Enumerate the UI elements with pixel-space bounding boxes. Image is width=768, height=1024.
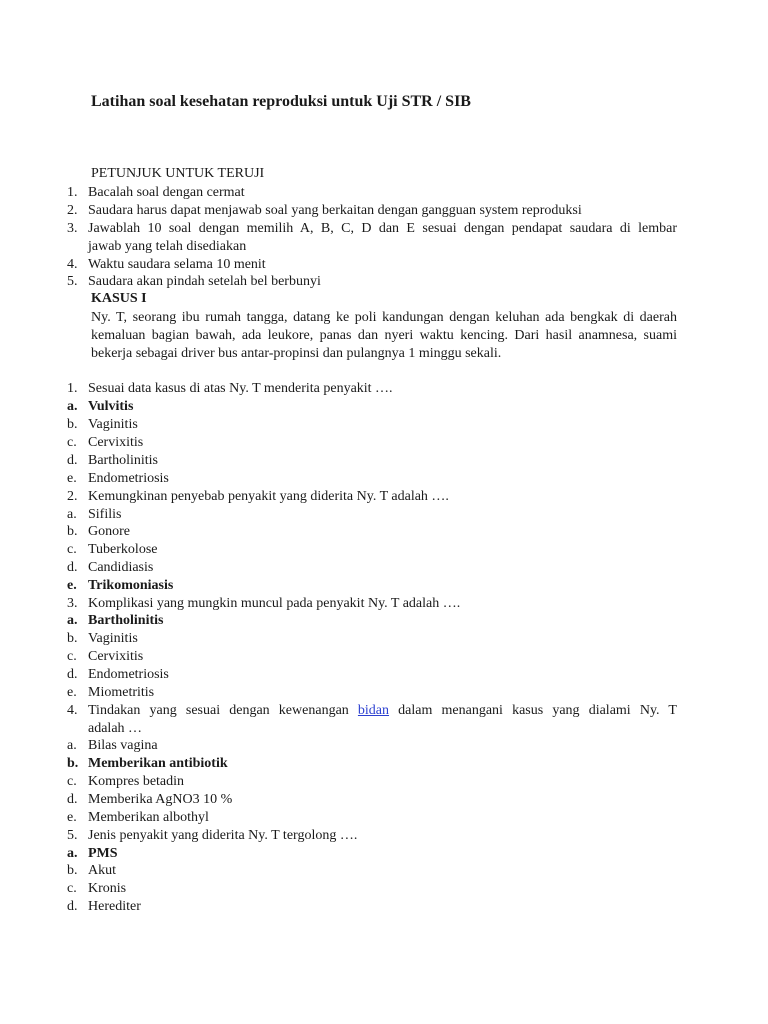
instruction-text: Jawablah 10 soal dengan memilih A, B, C, D dan E sesuai dengan pendapat saudara di lembar: [88, 221, 677, 236]
option-letter: a.: [67, 846, 78, 861]
option-text: Kompres betadin: [88, 774, 185, 789]
option-letter: b.: [67, 863, 78, 878]
option-letter: b.: [67, 756, 79, 771]
option-letter: e.: [67, 810, 77, 825]
option-text: Endometriosis: [88, 471, 169, 486]
question-number: 4.: [67, 703, 78, 718]
option-letter: a.: [67, 613, 78, 628]
instruction-item: [0, 256, 768, 274]
question-item: [0, 380, 768, 398]
answer-option: [0, 416, 768, 434]
answer-option: [0, 559, 768, 577]
option-letter: a.: [67, 507, 77, 522]
answer-option: [0, 684, 768, 702]
option-text: Memberika AgNO3 10 %: [88, 792, 233, 807]
answer-option: [0, 898, 768, 916]
option-text: Vaginitis: [88, 417, 138, 432]
option-letter: b.: [67, 417, 78, 432]
question-text: Komplikasi yang mungkin muncul pada penyakit Ny. T adalah ….: [88, 596, 461, 611]
instruction-text: Saudara harus dapat menjawab soal yang berkaitan dengan gangguan system reproduksi: [88, 203, 582, 218]
answer-option: [0, 845, 768, 863]
option-text: Akut: [88, 863, 116, 878]
instruction-number: 4.: [67, 257, 78, 272]
instruction-text-continued: jawab yang telah disediakan: [88, 239, 247, 254]
instruction-number: 2.: [67, 203, 78, 218]
answer-option: [0, 434, 768, 452]
question-text-before: Tindakan yang sesuai dengan kewenangan: [88, 703, 358, 718]
question-text: [88, 702, 677, 720]
question-text: Sesuai data kasus di atas Ny. T menderita penyakit ….: [88, 381, 393, 396]
question-item: [0, 702, 768, 720]
document-title: Latihan soal kesehatan reproduksi untuk Uji STR / SIB: [91, 93, 471, 110]
option-text: Candidiasis: [88, 560, 154, 575]
instruction-number: 1.: [67, 185, 78, 200]
bidan-link[interactable]: bidan: [357, 703, 390, 718]
answer-option: [0, 398, 768, 416]
instruction-number: 3.: [67, 221, 78, 236]
option-text: Memberikan antibiotik: [88, 756, 228, 771]
option-letter: c.: [67, 881, 77, 896]
instruction-number: 5.: [67, 274, 78, 289]
instruction-text: Bacalah soal dengan cermat: [88, 185, 245, 200]
instructions-heading: PETUNJUK UNTUK TERUJI: [91, 166, 265, 181]
option-text: Cervixitis: [88, 435, 144, 450]
case-description: Ny. T, seorang ibu rumah tangga, datang ke poli kandungan dengan keluhan ada bengkak di daerah kemaluan bagian bawah, ada leukore, panas dan nyeri waktu kencing. Dari hasil anamnesa, suami bekerja sebagai driver bus antar-propinsi dan pulangnya 1 minggu sekali.: [91, 310, 677, 361]
instruction-item: [0, 273, 768, 291]
option-text: PMS: [88, 846, 118, 861]
answer-option: [0, 630, 768, 648]
option-letter: d.: [67, 560, 78, 575]
question-number: 5.: [67, 828, 78, 843]
option-text: Bilas vagina: [88, 738, 158, 753]
instruction-continuation: [0, 238, 768, 256]
question-continuation: [0, 720, 768, 738]
option-text: Bartholinitis: [88, 613, 164, 628]
option-letter: a.: [67, 399, 78, 414]
answer-option: [0, 809, 768, 827]
option-letter: e.: [67, 578, 77, 593]
option-letter: d.: [67, 667, 78, 682]
option-text: Tuberkolose: [88, 542, 158, 557]
question-text: Kemungkinan penyebab penyakit yang diderita Ny. T adalah ….: [88, 489, 449, 504]
question-number: 3.: [67, 596, 78, 611]
option-letter: c.: [67, 649, 77, 664]
instruction-item: [0, 184, 768, 202]
option-text: Gonore: [88, 524, 130, 539]
question-text-continued: adalah …: [88, 721, 143, 736]
question-item: [0, 827, 768, 845]
answer-option: [0, 648, 768, 666]
option-letter: b.: [67, 631, 78, 646]
answer-option: [0, 470, 768, 488]
answer-option: [0, 755, 768, 773]
question-number: 1.: [67, 381, 78, 396]
answer-option: [0, 880, 768, 898]
option-letter: e.: [67, 685, 77, 700]
option-text: Cervixitis: [88, 649, 144, 664]
answer-option: [0, 791, 768, 809]
option-letter: d.: [67, 792, 78, 807]
option-text: Kronis: [88, 881, 127, 896]
option-letter: c.: [67, 542, 77, 557]
option-letter: e.: [67, 471, 77, 486]
option-text: Vulvitis: [88, 399, 134, 414]
answer-option: [0, 612, 768, 630]
instruction-item: [0, 220, 768, 238]
instruction-item: [0, 202, 768, 220]
question-number: 2.: [67, 489, 78, 504]
option-text: Sifilis: [88, 507, 122, 522]
answer-option: [0, 541, 768, 559]
answer-option: [0, 523, 768, 541]
case-title: KASUS I: [91, 291, 147, 306]
option-text: Memberikan albothyl: [88, 810, 209, 825]
question-text: Jenis penyakit yang diderita Ny. T tergolong ….: [88, 828, 358, 843]
option-letter: d.: [67, 899, 78, 914]
question-text-after: dalam menangani kasus yang dialami Ny. T: [389, 703, 677, 718]
option-text: Trikomoniasis: [88, 578, 174, 593]
answer-option: [0, 506, 768, 524]
option-text: Miometritis: [88, 685, 155, 700]
option-letter: c.: [67, 774, 77, 789]
answer-option: [0, 666, 768, 684]
option-letter: b.: [67, 524, 78, 539]
option-text: Herediter: [88, 899, 141, 914]
option-text: Endometriosis: [88, 667, 169, 682]
question-item: [0, 595, 768, 613]
answer-option: [0, 577, 768, 595]
option-text: Bartholinitis: [88, 453, 158, 468]
answer-option: [0, 773, 768, 791]
option-letter: c.: [67, 435, 77, 450]
option-text: Vaginitis: [88, 631, 138, 646]
option-letter: a.: [67, 738, 77, 753]
question-item: [0, 488, 768, 506]
answer-option: [0, 452, 768, 470]
instruction-text: Saudara akan pindah setelah bel berbunyi: [88, 274, 321, 289]
answer-option: [0, 737, 768, 755]
instruction-text: Waktu saudara selama 10 menit: [88, 257, 266, 272]
option-letter: d.: [67, 453, 78, 468]
answer-option: [0, 862, 768, 880]
